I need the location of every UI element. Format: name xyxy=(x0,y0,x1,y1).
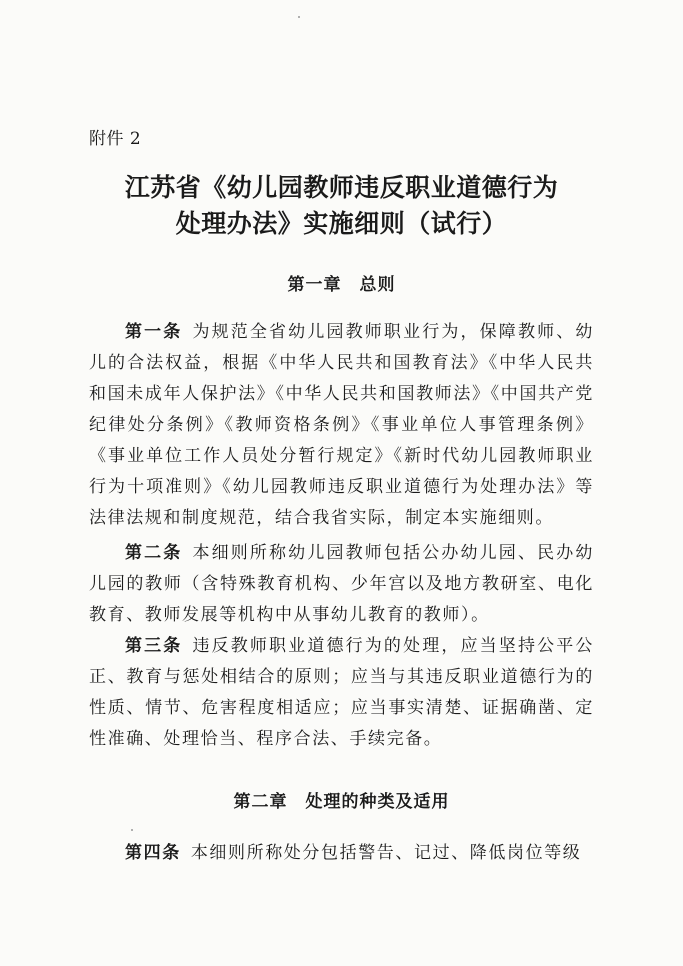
chapter-2-heading xyxy=(0,787,683,812)
article-2 xyxy=(89,538,594,631)
chapter-2-name: 处理的种类及适用 xyxy=(305,792,450,812)
scan-speck xyxy=(298,16,300,18)
article-1-text: 为规范全省幼儿园教师职业行为，保障教师、幼儿的合法权益，根据《中华人民共和国教育法》《中华人民共和国未成年人保护法》《中华人民共和国教师法》《中国共产党纪律处分条例》《教师资格条例》《事业单位人事管理条例》《事业单位工作人员处分暂行规定》《新时代幼儿园教师职业行为十项准则》《幼儿园教师违反职业道德行为处理办法》等法律法规和制度规范，结合我省实际，制定本实施细则。 xyxy=(89,322,594,528)
chapter-1-heading xyxy=(0,270,683,295)
article-2-text: 本细则所称幼儿园教师包括公办幼儿园、民办幼儿园的教师（含特殊教育机构、少年宫以及地方教研室、电化教育、教师发展等机构中从事幼儿教育的教师）。 xyxy=(89,543,594,625)
article-1-label: 第一条 xyxy=(125,322,183,342)
article-1 xyxy=(89,317,594,534)
article-3 xyxy=(89,631,594,755)
document-title-line-2: 处理办法》实施细则（试行） xyxy=(175,209,508,238)
article-3-text: 违反教师职业道德行为的处理，应当坚持公平公正、教育与惩处相结合的原则；应当与其违反职业道德行为的性质、情节、危害程度相适应；应当事实清楚、证据确凿、定性准确、处理恰当、程序合法、手续完备。 xyxy=(89,636,594,749)
chapter-1-name: 总则 xyxy=(359,275,396,295)
article-2-label: 第二条 xyxy=(125,543,183,563)
article-4 xyxy=(89,838,594,869)
chapter-1-number: 第一章 xyxy=(287,275,342,295)
document-title-line-1: 江苏省《幼儿园教师违反职业道德行为 xyxy=(124,173,559,202)
article-3-label: 第三条 xyxy=(125,636,183,656)
article-4-text: 本细则所称处分包括警告、记过、降低岗位等级 xyxy=(190,843,582,863)
attachment-label: 附件 2 xyxy=(89,129,142,149)
chapter-2-number: 第二章 xyxy=(233,792,288,812)
article-4-label: 第四条 xyxy=(125,843,181,863)
scan-speck xyxy=(131,829,133,831)
